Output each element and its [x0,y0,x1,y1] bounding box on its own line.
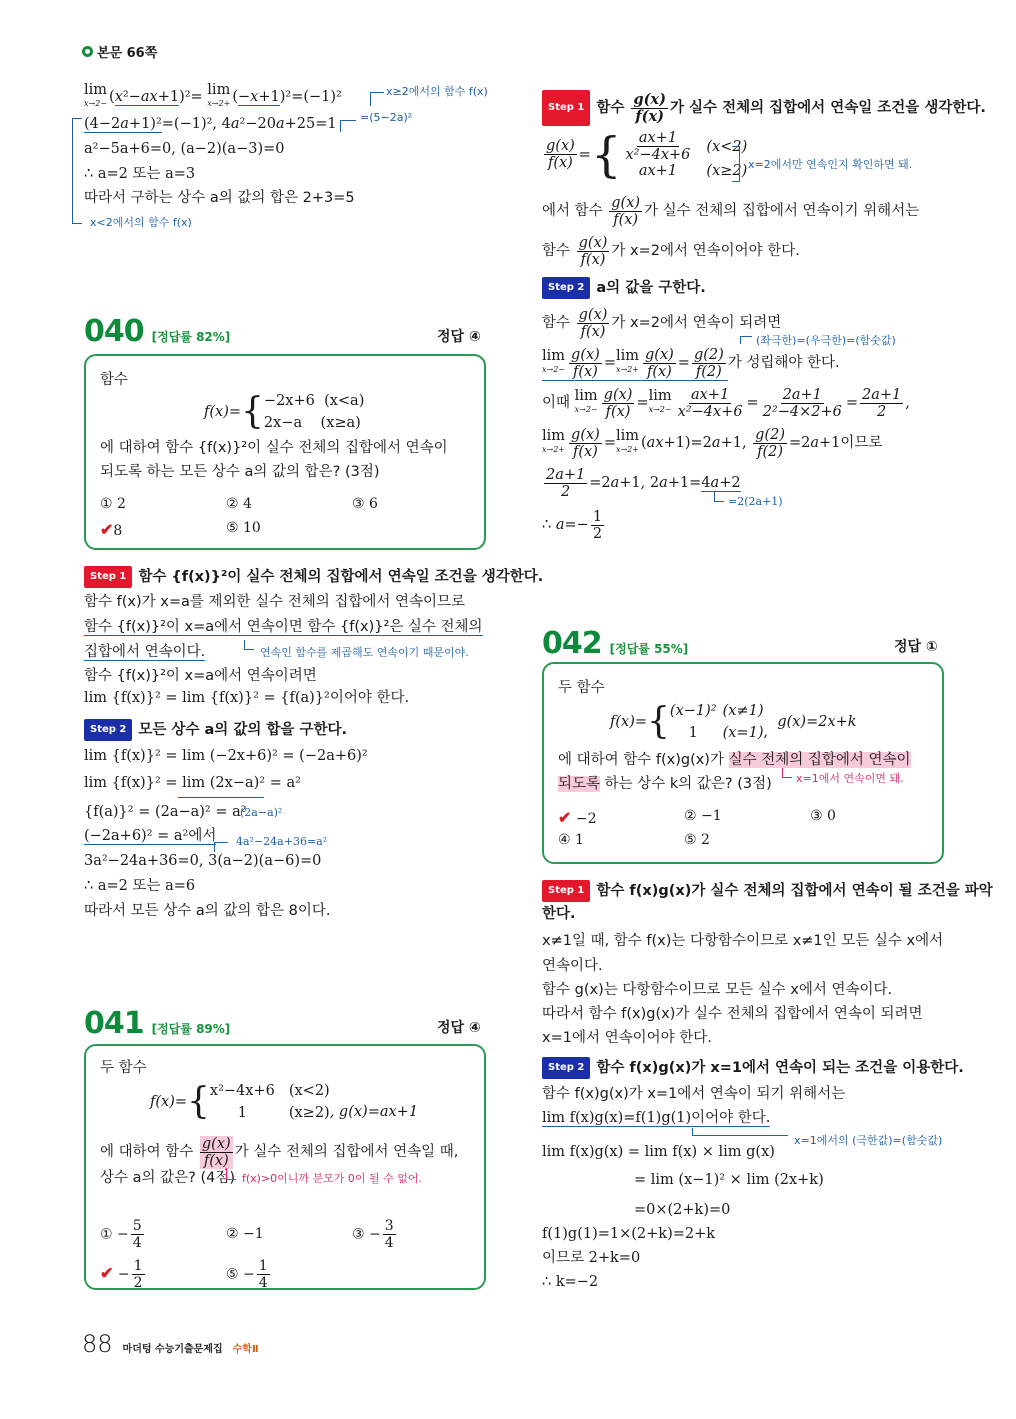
circle-bullet-icon [82,46,93,57]
solution-line: 함수 f(x)가 x=a를 제외한 실수 전체의 집합에서 연속이므로 [84,594,466,610]
solution-line: 함수 $\frac{g(x)}{f(x)}$ 가 x=2에서 연속이어야 한다. [542,234,800,268]
step2-heading: Step 2 a의 값을 구한다. [542,277,706,299]
prev-line-2: (4−2a+1)²=(−1)², 4a²−20a+25=1 [84,116,337,132]
step1-badge: Step 1 [542,90,590,126]
question-042-box [542,662,944,864]
solution-line: =0×(2+k)=0 [634,1202,731,1218]
question-note: f(x)>0이니까 분모가 0이 될 수 없어. [242,1172,423,1185]
prev-line-4: ∴ a=2 또는 a=3 [84,166,196,182]
solution-line: lim f(x)g(x) = lim f(x) × lim g(x) [542,1144,775,1160]
question-prompt: 함수 [100,372,129,388]
solution-line: x=1에서 연속이어야 한다. [542,1030,712,1046]
step1-badge: Step 1 [84,566,132,588]
solution-line: lim {f(x)}² = lim (−2x+6)² = (−2a+6)² [84,748,368,764]
step2-heading: Step 2 함수 f(x)g(x)가 x=1에서 연속이 되는 조건을 이용한다. [542,1057,964,1079]
subject-label: 수학Ⅱ [232,1344,259,1355]
choice-2[interactable]: ② −1 [684,808,722,824]
solution-line: {f(a)}² = (2a−a)² = a² [84,804,247,820]
step1-heading: Step 1 함수 f(x)g(x)가 실수 전체의 집합에서 연속이 될 조건을 파악 [542,880,993,902]
solution-line: ∴ k=−2 [542,1274,599,1290]
correct-rate: [정답률 82%] [151,330,231,344]
note-left-function: x<2에서의 함수 f(x) [90,216,192,229]
solution-line: 연속이다. [542,958,603,974]
step1-note: 연속인 함수를 제곱해도 연속이기 때문이야. [260,646,469,659]
prev-line-3: a²−5a+6=0, (a−2)(a−3)=0 [84,141,285,157]
solution-line: 함수 f(x)g(x)가 x=1에서 연속이 되기 위해서는 [542,1086,846,1102]
piecewise-note: x=2에서만 연속인지 확인하면 돼. [748,158,913,171]
choice-5[interactable]: ⑤ − $\frac{1}{4}$ [226,1258,268,1291]
question-number: 041 [84,1006,144,1041]
solution-line: 함수 {f(x)}²이 x=a에서 연속이면 함수 {f(x)}²은 실수 전체의 [84,619,483,635]
checkmark-icon: ✔ [100,1263,114,1283]
choice-3[interactable]: ③ 6 [352,496,378,512]
highlighted-text: 되도록 [558,776,601,792]
question-note: x=1에서 연속이면 돼. [796,772,904,785]
note-expand: 4a²−24a+36=a² [236,835,328,848]
note-2a: (2a−a)² [240,806,283,819]
answer-label: 정답 ① [894,639,938,655]
calc-left: 이때 lim x→2− $\frac{g(x)}{f(x)}$ = lim x→2− $\frac{ax+1}{\text{x²−4x+6}}$ = $\frac{2a+1}{\text{2²−4×2+6}}$ = $\frac{2a+1}{2}$ , [542,386,910,420]
solution-line: 집합에서 연속이다. [84,644,206,660]
choice-1[interactable]: ① − $\frac{5}{4}$ [100,1218,142,1251]
choice-4[interactable]: ④ 1 [558,832,584,848]
solution-line: 이므로 2+k=0 [542,1250,641,1266]
step2-badge: Step 2 [84,719,132,741]
checkmark-icon: ✔ [100,520,114,539]
choice-2[interactable]: ② 4 [226,496,252,512]
question-prompt: 두 함수 [558,680,605,696]
question-prompt: 두 함수 [100,1060,147,1076]
book-title: 마더텅 수능기출문제집 [122,1344,223,1355]
question-text-2: 상수 a의 값은? (4점) [100,1170,235,1186]
step1-heading-cont: 한다. [542,906,576,922]
solution-line: lim {f(x)}² = lim (2x−a)² = a² [84,775,301,791]
step2-note: x=1에서의 (극한값)=(함숫값) [794,1134,943,1147]
prev-line-5: 따라서 구하는 상수 a의 값의 합은 2+3=5 [84,190,355,206]
step1-badge: Step 1 [542,880,590,902]
solution-line: 함수 $\frac{g(x)}{f(x)}$ 가 x=2에서 연속이 되려면 [542,306,782,340]
step2-heading: Step 2 모든 상수 a의 값의 합을 구한다. [84,719,347,741]
step1-heading: Step 1 함수 $\frac{g(x)}{f(x)}$ 가 실수 전체의 집합에서 연속일 조건을 생각한다. [542,90,986,126]
step2-badge: Step 2 [542,277,590,299]
question-number: 040 [84,314,144,349]
choice-5[interactable]: ⑤ 10 [226,520,261,536]
choice-1[interactable]: ① 2 [100,496,126,512]
solution-line: 함수 {f(x)}²이 x=a에서 연속이려면 [84,668,317,684]
note-right-function: x≥2에서의 함수 f(x) [386,85,488,98]
page-number: 88 [82,1330,113,1358]
question-040-header [84,314,230,349]
choice-1[interactable]: ✔ −2 [558,808,597,827]
section-reference: 본문 66쪽 [82,42,157,61]
question-042-header [542,626,688,661]
piecewise-function: f(x)= { −2x+6 (x<a) 2x−a (x≥a) [204,391,365,432]
question-text-2: 되도록 하는 상수 k의 값은? (3점) [558,776,772,792]
checkmark-icon: ✔ [558,808,572,827]
choice-2[interactable]: ② −1 [226,1226,264,1242]
solution-line: lim f(x)g(x)=f(1)g(1)이어야 한다. [542,1110,771,1126]
piecewise-function: f(x)= { x²−4x+6 (x<2) 1 (x≥2) , g(x)=ax+1 [150,1081,419,1122]
choice-5[interactable]: ⑤ 2 [684,832,710,848]
correct-rate: [정답률 89%] [151,1022,231,1036]
limit-note: (좌극한)=(우극한)=(함숫값) [756,334,896,347]
question-text-1: 에 대하여 함수 $\frac{g(x)}{f(x)}$ 가 실수 전체의 집합에서 연속일 때, [100,1135,459,1169]
question-041-header [84,1006,230,1041]
choice-3[interactable]: ③ − $\frac{3}{4}$ [352,1218,394,1251]
step1-heading: Step 1 함수 {f(x)}²이 실수 전체의 집합에서 연속일 조건을 생각한다. [84,566,543,588]
note-square: =(5−2a)² [360,111,413,124]
choice-3[interactable]: ③ 0 [810,808,836,824]
question-text-2: 되도록 하는 모든 상수 a의 값의 합은? (3점) [100,464,380,480]
question-text-1: 에 대하여 함수 {f(x)}²이 실수 전체의 집합에서 연속이 [100,440,448,456]
calc-right: lim x→2+ $\frac{g(x)}{f(x)}$ = lim x→2+ (ax+1)=2a+1, $\frac{g(2)}{f(2)}$ =2a+1이므로 [542,426,883,460]
solution-line: lim {f(x)}² = lim {f(x)}² = {f(a)}²이어야 한다. [84,690,410,706]
solution-line: 따라서 함수 f(x)g(x)가 실수 전체의 집합에서 연속이 되려면 [542,1006,923,1022]
solution-line: 에서 함수 $\frac{g(x)}{f(x)}$ 가 실수 전체의 집합에서 연속이기 위해서는 [542,194,920,228]
solution-line: = lim (x−1)² × lim (2x+k) [634,1172,824,1188]
equation-note: =2(2a+1) [728,495,783,508]
answer-label: 정답 ④ [437,1020,481,1036]
piecewise-function: f(x)= { (x−1)² (x≠1) 1 (x=1) , g(x)=2x+k [610,701,857,742]
solution-line: ∴ a=2 또는 a=6 [84,878,196,894]
step2-badge: Step 2 [542,1057,590,1079]
highlighted-fraction: $\frac{g(x)}{f(x)}$ [201,1135,231,1169]
question-number: 042 [542,626,602,661]
question-text-1: 에 대하여 함수 f(x)g(x)가 실수 전체의 집합에서 연속이 [558,752,911,768]
choice-4[interactable]: ✔ − $\frac{1}{2}$ [100,1258,143,1291]
limit-condition: lim x→2− $\frac{g(x)}{f(x)}$ = lim x→2+ $\frac{g(x)}{f(x)}$ = $\frac{g(2)}{f(2)}$ 가 성립해야 한다. [542,346,840,380]
solution-line: x≠1일 때, 함수 f(x)는 다항함수이므로 x≠1인 모든 실수 x에서 [542,933,944,949]
result: ∴ a=− $\frac{1}{2}$ [542,508,603,542]
choice-4[interactable]: ✔8 [100,520,123,539]
question-041-box [84,1044,486,1290]
question-040-box [84,354,486,550]
prev-line-1: lim x→2− (x²−ax+1)²= lim x→2+ (−x+1)²=(−1)² [84,82,342,108]
solution-line: (−2a+6)² = a²에서 [84,828,217,844]
equation: $\frac{2a+1}{2}$ =2a+1, 2a+1=4a+2 [546,466,741,500]
solution-line: 따라서 모든 상수 a의 값의 합은 8이다. [84,903,331,919]
highlighted-text: 실수 전체의 집합에서 연속이 [728,752,911,768]
answer-label: 정답 ④ [437,329,481,345]
page-footer [82,1330,259,1358]
solution-line: 3a²−24a+36=0, 3(a−2)(a−6)=0 [84,853,322,869]
correct-rate: [정답률 55%] [609,642,689,656]
solution-line: 함수 g(x)는 다항함수이므로 모든 실수 x에서 연속이다. [542,982,893,998]
quotient-piecewise: $\frac{g(x)}{f(x)}$ = { $\frac{ax+1}{\text{x²−4x+6}}$ (x<2) ax+1 (x≥2) [546,126,748,183]
solution-line: f(1)g(1)=1×(2+k)=2+k [542,1226,716,1242]
